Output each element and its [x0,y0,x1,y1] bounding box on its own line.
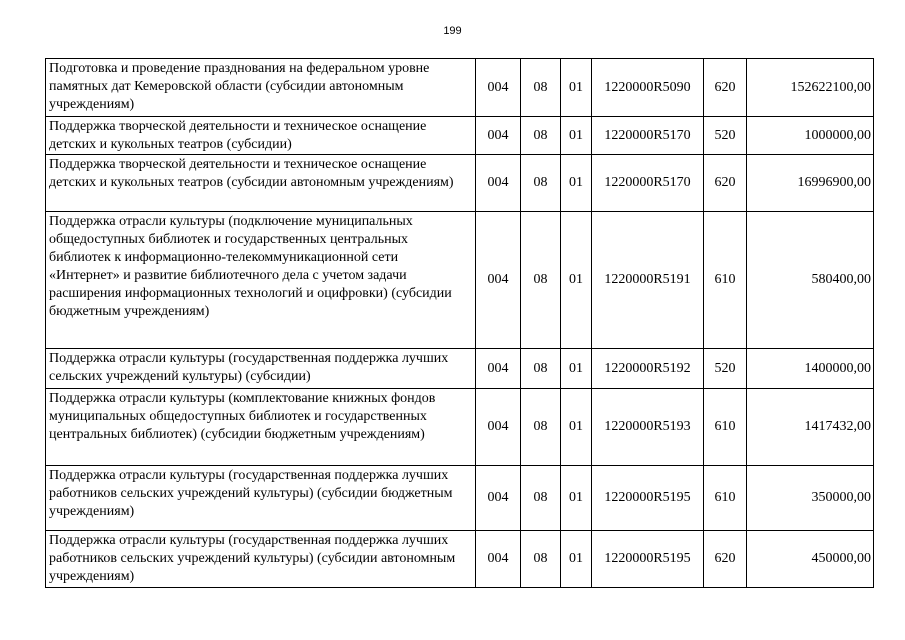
expense-type-code: 610 [704,466,747,531]
target-article-code: 1220000R5195 [592,531,704,588]
section-code: 08 [521,531,561,588]
row-description: Поддержка творческой деятельности и техническое оснащение детских и кукольных театров (субсидии автономным учреждениям) [46,155,476,212]
subsection-code: 01 [561,117,592,155]
target-article-code: 1220000R5195 [592,466,704,531]
row-description: Подготовка и проведение празднования на федеральном уровне памятных дат Кемеровской области (субсидии автономным учреждениям) [46,59,476,117]
expense-type-code: 620 [704,155,747,212]
row-description: Поддержка отрасли культуры (комплектование книжных фондов муниципальных общедоступных библиотек и государственных центральных библиотек) (субсидии бюджетным учреждениям) [46,389,476,466]
budget-table-body [46,59,874,588]
section-code: 08 [521,389,561,466]
ministry-code: 004 [476,389,521,466]
subsection-code: 01 [561,349,592,389]
subsection-code: 01 [561,212,592,349]
row-description: Поддержка отрасли культуры (государственная поддержка лучших сельских учреждений культуры) (субсидии) [46,349,476,389]
subsection-code: 01 [561,531,592,588]
amount-value: 152622100,00 [747,59,874,117]
amount-value: 580400,00 [747,212,874,349]
table-row [46,212,874,349]
expense-type-code: 520 [704,117,747,155]
amount-value: 350000,00 [747,466,874,531]
target-article-code: 1220000R5170 [592,155,704,212]
ministry-code: 004 [476,349,521,389]
table-row [46,389,874,466]
ministry-code: 004 [476,531,521,588]
section-code: 08 [521,349,561,389]
table-row [46,117,874,155]
expense-type-code: 610 [704,389,747,466]
expense-type-code: 620 [704,59,747,117]
table-row [46,155,874,212]
target-article-code: 1220000R5191 [592,212,704,349]
target-article-code: 1220000R5193 [592,389,704,466]
section-code: 08 [521,59,561,117]
ministry-code: 004 [476,117,521,155]
table-row [46,59,874,117]
subsection-code: 01 [561,59,592,117]
ministry-code: 004 [476,466,521,531]
target-article-code: 1220000R5192 [592,349,704,389]
table-row [46,466,874,531]
subsection-code: 01 [561,389,592,466]
target-article-code: 1220000R5170 [592,117,704,155]
amount-value: 1400000,00 [747,349,874,389]
row-description: Поддержка творческой деятельности и техническое оснащение детских и кукольных театров (субсидии) [46,117,476,155]
section-code: 08 [521,117,561,155]
expense-type-code: 520 [704,349,747,389]
section-code: 08 [521,466,561,531]
page-number: 199 [443,25,462,37]
ministry-code: 004 [476,155,521,212]
expense-type-code: 620 [704,531,747,588]
budget-table [45,58,874,588]
section-code: 08 [521,155,561,212]
row-description: Поддержка отрасли культуры (государственная поддержка лучших работников сельских учреждений культуры) (субсидии автономным учреждениям) [46,531,476,588]
subsection-code: 01 [561,466,592,531]
row-description: Поддержка отрасли культуры (подключение муниципальных общедоступных библиотек и государственных центральных библиотек к информационно-телекоммуникационной сети «Интернет» и развитие библиотечного дела с учетом задачи расширения информационных технологий и оцифровки) (субсидии бюджетным учреждениям) [46,212,476,349]
amount-value: 16996900,00 [747,155,874,212]
ministry-code: 004 [476,59,521,117]
amount-value: 1417432,00 [747,389,874,466]
amount-value: 1000000,00 [747,117,874,155]
expense-type-code: 610 [704,212,747,349]
section-code: 08 [521,212,561,349]
row-description: Поддержка отрасли культуры (государственная поддержка лучших работников сельских учреждений культуры) (субсидии бюджетным учреждениям) [46,466,476,531]
target-article-code: 1220000R5090 [592,59,704,117]
subsection-code: 01 [561,155,592,212]
ministry-code: 004 [476,212,521,349]
table-row [46,349,874,389]
amount-value: 450000,00 [747,531,874,588]
table-row [46,531,874,588]
